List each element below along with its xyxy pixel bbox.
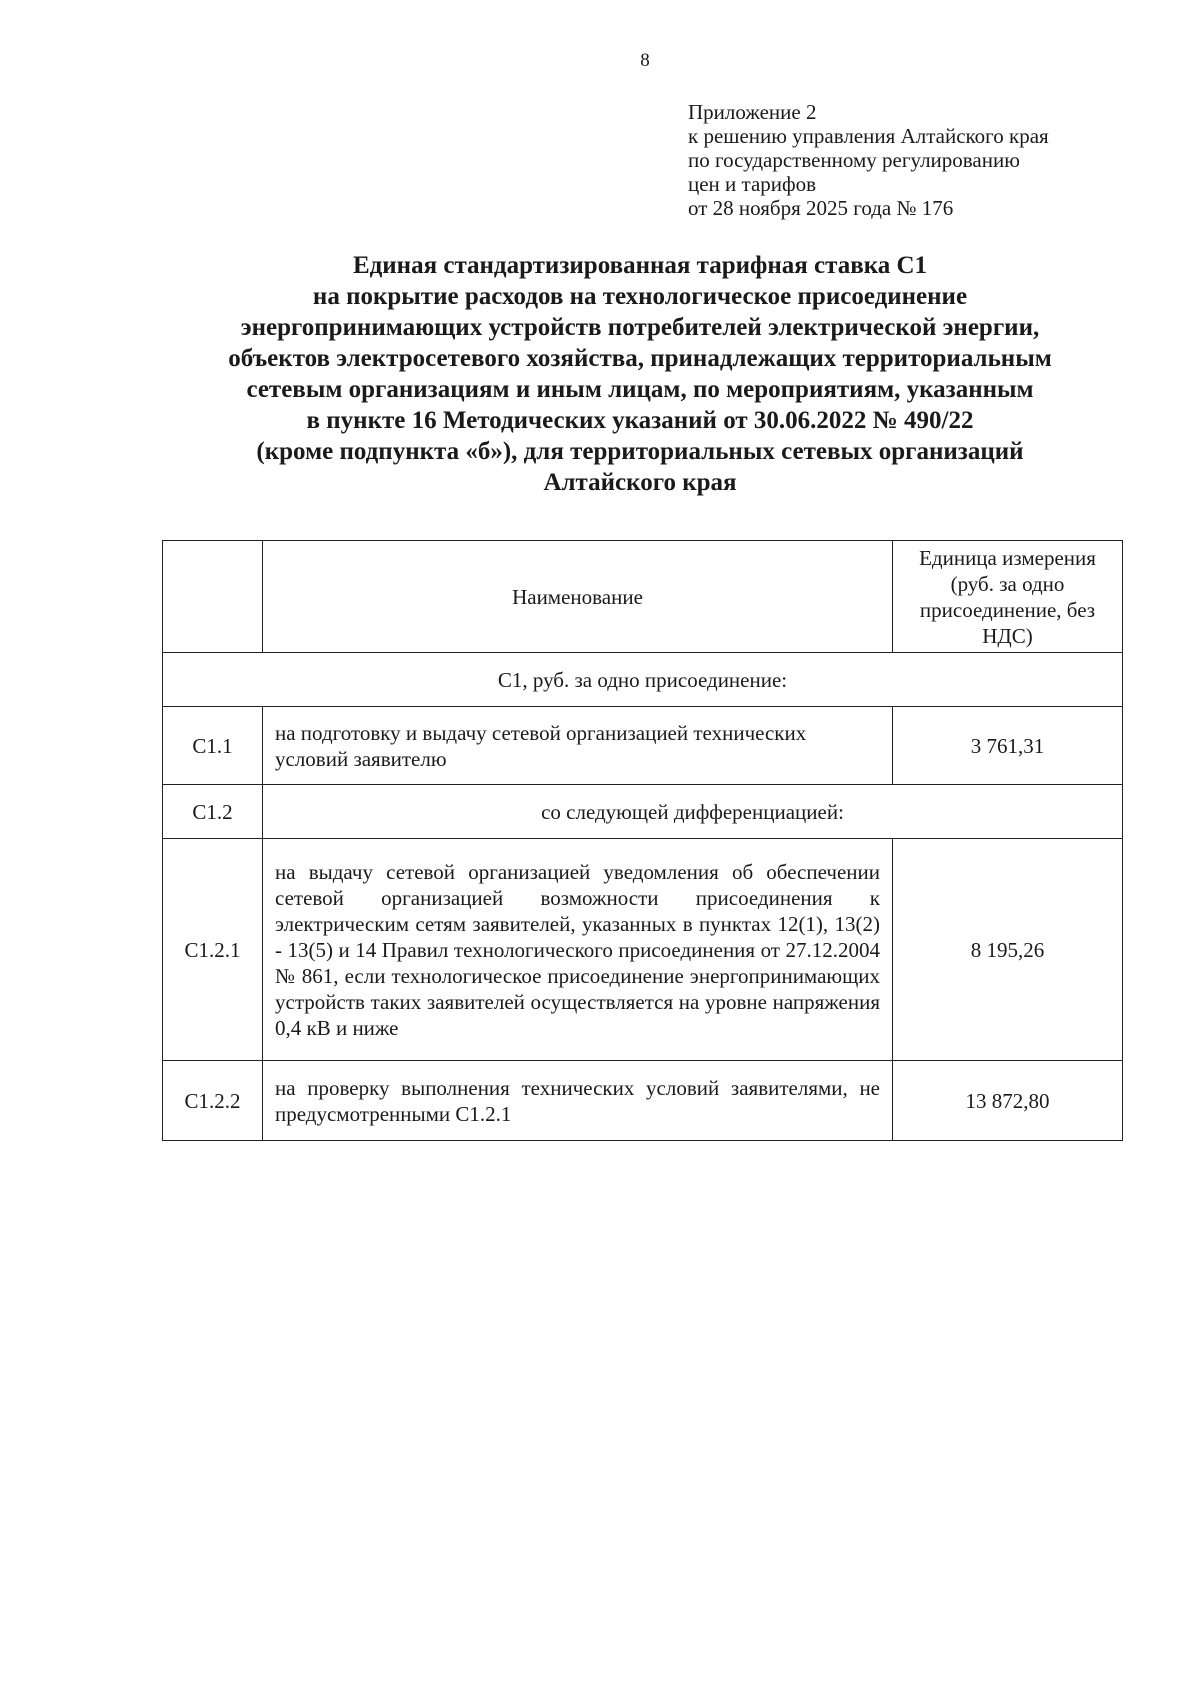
table-row [163,707,1123,785]
appendix-block [688,100,1049,220]
title-line: (кроме подпункта «б»), для территориальных сетевых организаций [256,438,1024,465]
tariff-table [162,540,1123,1141]
document-title [160,250,1120,498]
appendix-line: Приложение 2 [688,100,817,124]
table-row [163,1061,1123,1141]
table-row [163,839,1123,1061]
row-value-cell: 13 872,80 [893,1061,1123,1141]
appendix-line: по государственному регулированию [688,148,1020,172]
appendix-line: цен и тарифов [688,172,817,196]
row-code-cell: С1.1 [163,707,263,785]
title-line: на покрытие расходов на технологическое присоединение [312,283,968,310]
title-line: Алтайского края [543,469,737,496]
row-code-cell: С1.2 [163,785,263,839]
title-line: объектов электросетевого хозяйства, принадлежащих территориальным [228,345,1052,372]
appendix-line: от 28 ноября 2025 года № 176 [688,196,954,220]
header-unit-cell: Единица измерения (руб. за одно присоединение, без НДС) [893,541,1123,653]
header-code-cell [163,541,263,653]
appendix-line: к решению управления Алтайского края [688,124,1049,148]
table-header-row [163,541,1123,653]
title-line: энергопринимающих устройств потребителей электрической энергии, [240,314,1040,341]
row-name-cell: со следующей дифференциацией: [263,785,1123,839]
row-value-cell: 8 195,26 [893,839,1123,1061]
title-line: Единая стандартизированная тарифная ставка С1 [352,252,928,279]
page-number: 8 [640,50,650,71]
row-code-cell: С1.2.1 [163,839,263,1061]
row-name-cell: на проверку выполнения технических условий заявителями, не предусмотренными С1.2.1 [263,1061,893,1141]
row-name-cell: на подготовку и выдачу сетевой организацией технических условий заявителю [263,707,893,785]
header-name-cell: Наименование [263,541,893,653]
title-line: в пункте 16 Методических указаний от 30.06.2022 № 490/22 [306,407,974,434]
row-value-cell: 3 761,31 [893,707,1123,785]
table-row [163,785,1123,839]
title-line: сетевым организациям и иным лицам, по мероприятиям, указанным [246,376,1034,403]
section-label-cell: С1, руб. за одно присоединение: [163,653,1123,707]
table-section-row [163,653,1123,707]
row-code-cell: С1.2.2 [163,1061,263,1141]
row-name-cell: на выдачу сетевой организацией уведомления об обеспечении сетевой организацией возможности присоединения к электрическим сетям заявителей, указанных в пунктах 12(1), 13(2) - 13(5) и 14 Правил технологического присоединения от 27.12.2004 № 861, если технологическое присоединение энергопринимающих устройств таких заявителей осуществляется на уровне напряжения 0,4 кВ и ниже [263,839,893,1061]
